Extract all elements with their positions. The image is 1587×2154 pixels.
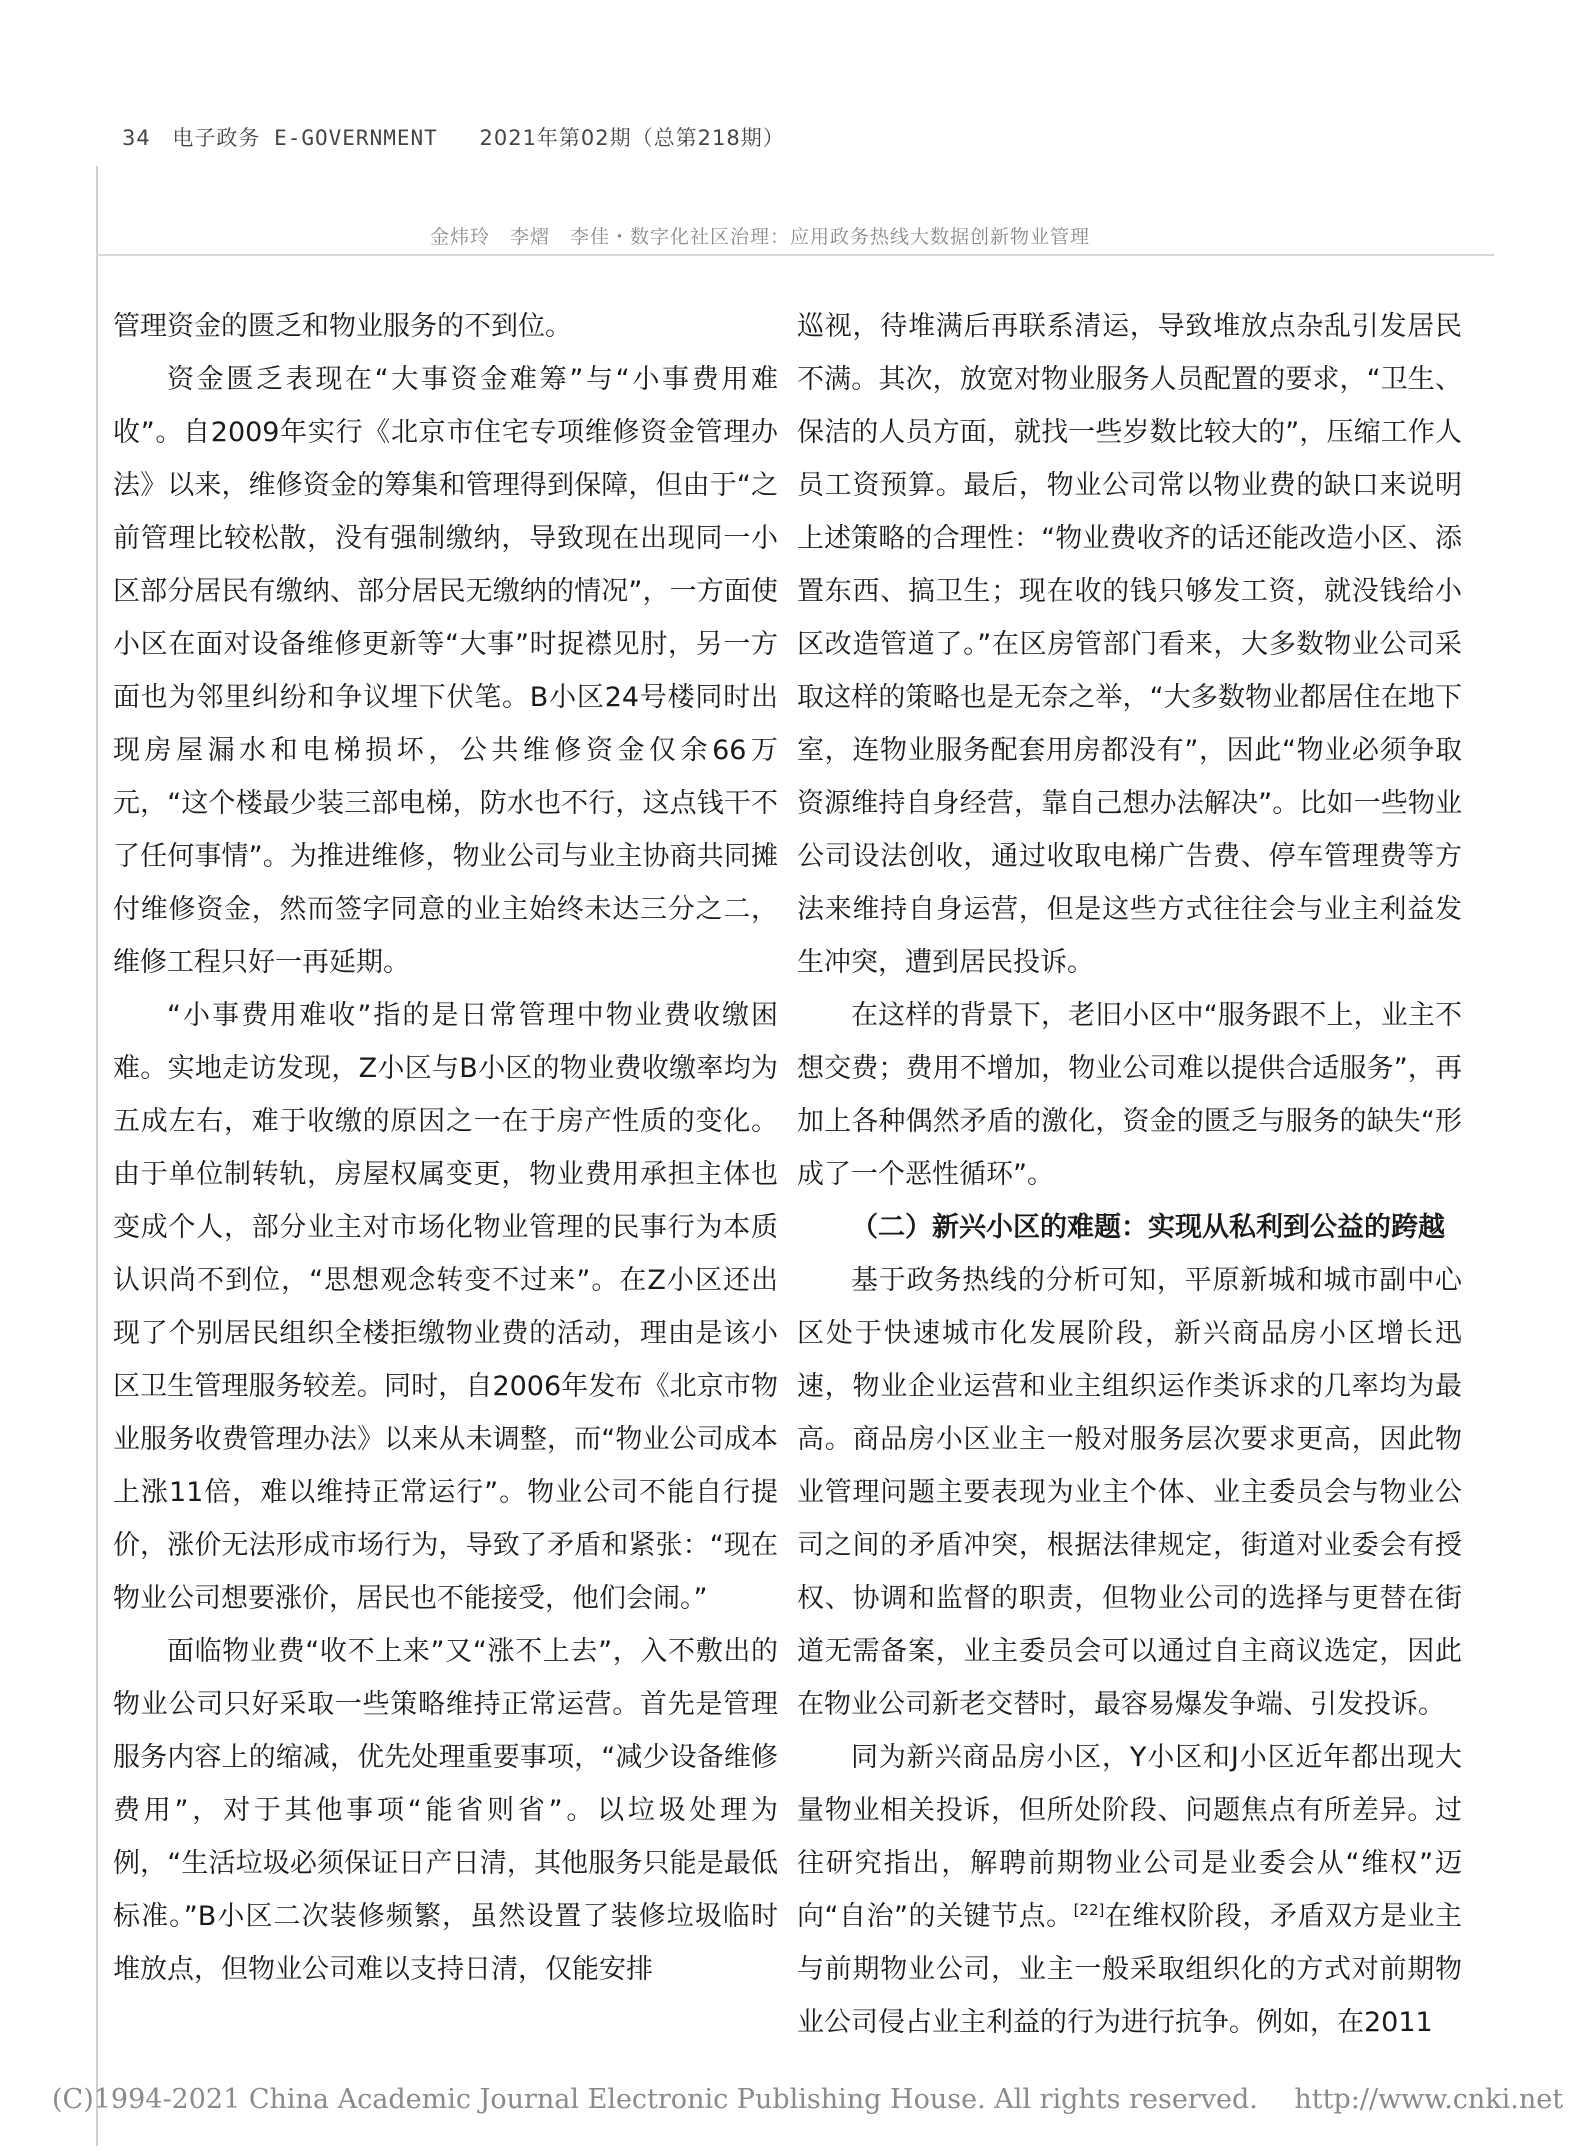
journal-name: 电子政务 E-GOVERNMENT bbox=[172, 126, 438, 150]
vertical-rule bbox=[96, 166, 98, 2146]
paragraph bbox=[797, 1731, 1462, 2049]
paragraph: 巡视，待堆满后再联系清运，导致堆放点杂乱引发居民不满。其次，放宽对物业服务人员配置的要求，“卫生、保洁的人员方面，就找一些岁数比较大的”，压缩工作人员工资预算。最后，物业公司常以物业费的缺口来说明上述策略的合理性：“物业费收齐的话还能改造小区、添置东西、搞卫生；现在收的钱只够发工资，就没钱给小区改造管道了。”在区房管部门看来，大多数物业公司采取这样的策略也是无奈之举，“大多数物业都居住在地下室，连物业服务配套用房都没有”，因此“物业必须争取资源维持自身经营，靠自己想办法解决”。比如一些物业公司设法创收，通过收取电梯广告费、停车管理费等方法来维持自身运营，但是这些方式往往会与业主利益发生冲突，遭到居民投诉。 bbox=[797, 311, 1462, 978]
issue-info: 2021年第02期（总第218期） bbox=[479, 126, 785, 150]
paragraph: 在这样的背景下，老旧小区中“服务跟不上，业主不想交费；费用不增加，物业公司难以提供合适服务”，再加上各种偶然矛盾的激化，资金的匮乏与服务的缺失“形成了一个恶性循环”。 bbox=[797, 1000, 1462, 1190]
footer-url: http://www.cnki.net bbox=[1294, 2084, 1564, 2115]
running-head: 金炜玲 李熠 李佳・数字化社区治理：应用政务热线大数据创新物业管理 bbox=[430, 226, 1091, 248]
paragraph: “小事费用难收”指的是日常管理中物业费收缴困难。实地走访发现，Z小区与B小区的物业费收缴率均为五成左右，难于收缴的原因之一在于房产性质的变化。由于单位制转轨，房屋权属变更，物业费用承担主体也变成个人，部分业主对市场化物业管理的民事行为本质认识尚不到位，“思想观念转变不过来”。在Z小区还出现了个别居民组织全楼拒缴物业费的活动，理由是该小区卫生管理服务较差。同时，自2006年发布《北京市物业服务收费管理办法》以来从未调整，而“物业公司成本上涨11倍，难以维持正常运行”。物业公司不能自行提价，涨价无法形成市场行为，导致了矛盾和紧张：“现在物业公司想要涨价，居民也不能接受，他们会闹。” bbox=[113, 1000, 778, 1614]
paragraph-text: 在维权阶段，矛盾双方是业主与前期物业公司，业主一般采取组织化的方式对前期物业公司侵占业主利益的行为进行抗争。例如，在2011 bbox=[797, 1901, 1462, 2038]
paragraph: 基于政务热线的分析可知，平原新城和城市副中心区处于快速城市化发展阶段，新兴商品房小区增长迅速，物业企业运营和业主组织运作类诉求的几率均为最高。商品房小区业主一般对服务层次要求更高，因此物业管理问题主要表现为业主个体、业主委员会与物业公司之间的矛盾冲突，根据法律规定，街道对业委会有授权、协调和监督的职责，但物业公司的选择与更替在街道无需备案，业主委员会可以通过自主商议选定，因此在物业公司新老交替时，最容易爆发争端、引发投诉。 bbox=[797, 1265, 1462, 1720]
paragraph: 面临物业费“收不上来”又“涨不上去”，入不敷出的物业公司只好采取一些策略维持正常运营。首先是管理服务内容上的缩减，优先处理重要事项，“减少设备维修费用”，对于其他事项“能省则省”。以垃圾处理为例，“生活垃圾必须保证日产日清，其他服务只能是最低标准。”B小区二次装修频繁，虽然设置了装修垃圾临时堆放点，但物业公司难以支持日清，仅能安排 bbox=[113, 1636, 778, 1985]
page-number: 34 bbox=[122, 126, 151, 150]
header-divider bbox=[96, 254, 1494, 256]
citation-ref: [22] bbox=[1073, 1901, 1105, 1919]
left-column bbox=[113, 300, 778, 1996]
paragraph: 资金匮乏表现在“大事资金难筹”与“小事费用难收”。自2009年实行《北京市住宅专项维修资金管理办法》以来，维修资金的筹集和管理得到保障，但由于“之前管理比较松散，没有强制缴纳，导致现在出现同一小区部分居民有缴纳、部分居民无缴纳的情况”，一方面使小区在面对设备维修更新等“大事”时捉襟见肘，另一方面也为邻里纠纷和争议埋下伏笔。B小区24号楼同时出现房屋漏水和电梯损坏，公共维修资金仅余66万元，“这个楼最少装三部电梯，防水也不行，这点钱干不了任何事情”。为推进维修，物业公司与业主协商共同摊付维修资金，然而签字同意的业主始终未达三分之二，维修工程只好一再延期。 bbox=[113, 364, 778, 978]
copyright-notice: (C)1994-2021 China Academic Journal Electronic Publishing House. All rights reserved. bbox=[52, 2084, 1258, 2115]
paragraph-text: 同为新兴商品房小区，Y小区和J小区近年都出现大量物业相关投诉，但所处阶段、问题焦点有所差异。过往研究指出，解聘前期物业公司是业委会从“维权”迈向“自治”的关键节点。 bbox=[797, 1742, 1462, 1932]
page-footer bbox=[52, 2084, 1563, 2115]
section-heading: （二）新兴小区的难题：实现从私利到公益的跨越 bbox=[851, 1212, 1445, 1243]
paragraph: 管理资金的匮乏和物业服务的不到位。 bbox=[113, 311, 572, 342]
right-column bbox=[797, 300, 1462, 2049]
page-header bbox=[122, 122, 785, 152]
